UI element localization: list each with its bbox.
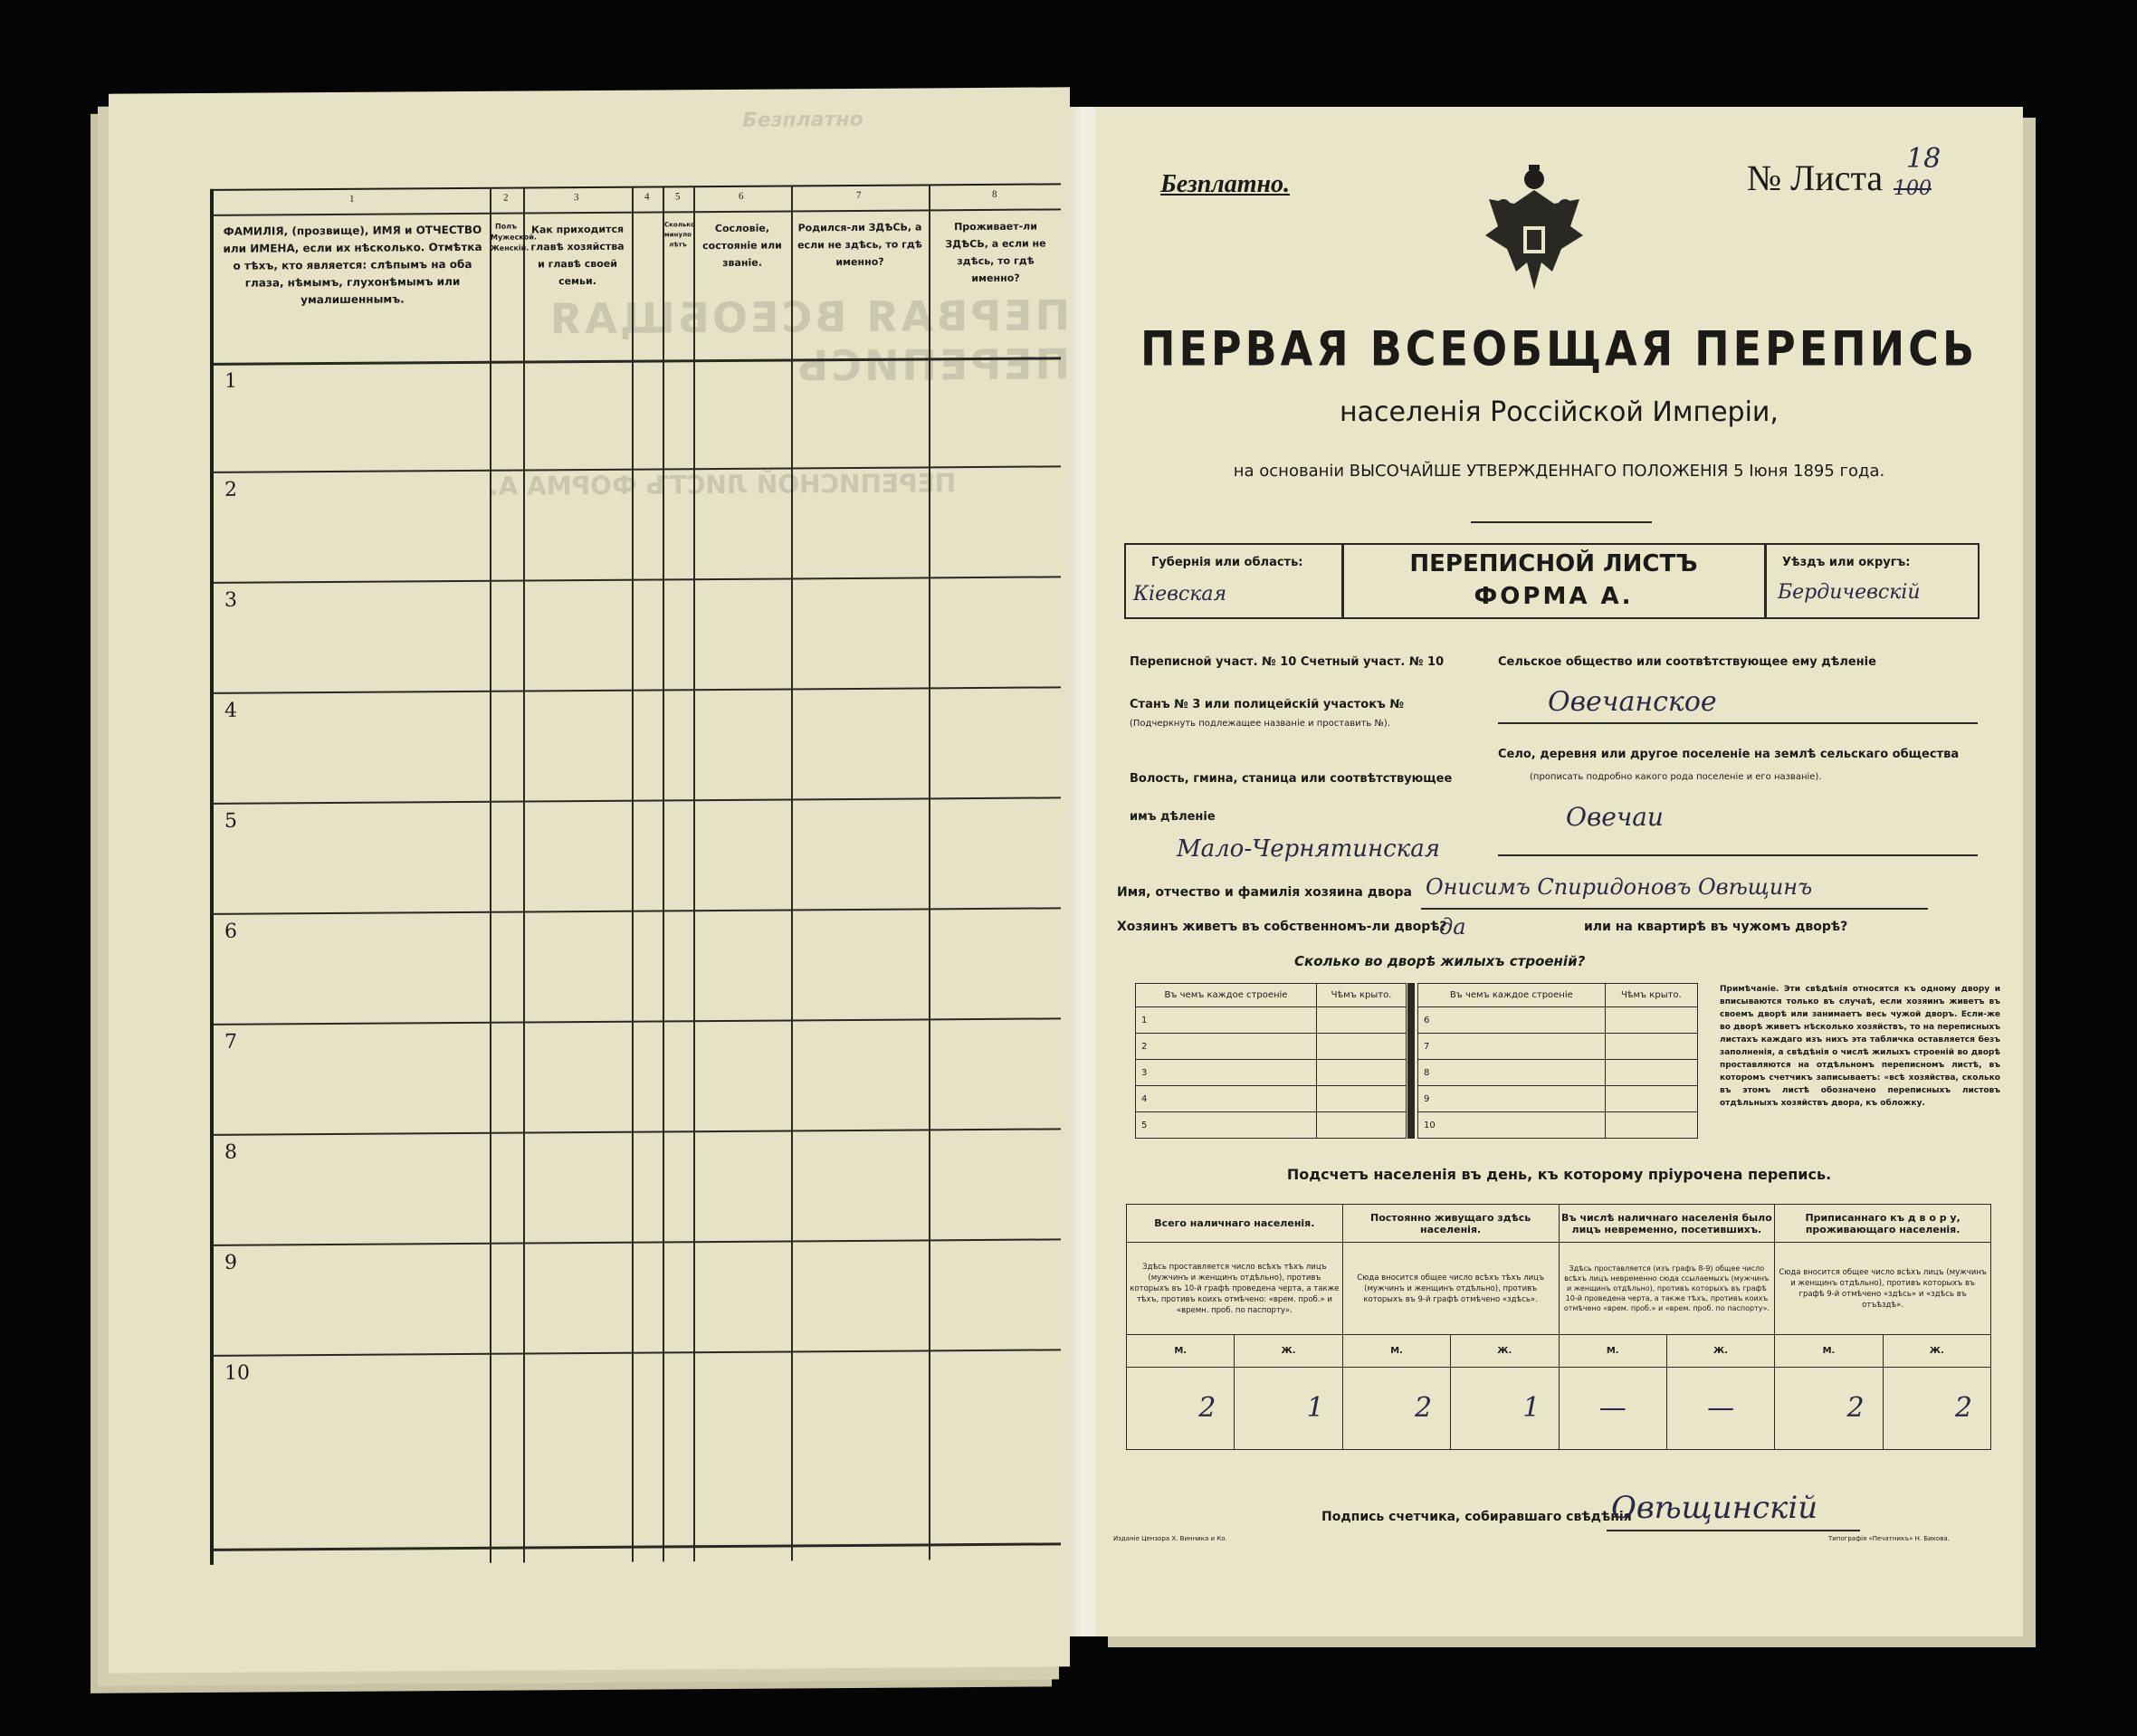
owner-line <box>1421 908 1928 910</box>
left-page <box>109 87 1070 1673</box>
buildings-row: 7 <box>1418 1034 1606 1060</box>
sex-label: М. <box>1342 1334 1450 1367</box>
row-number: 6 <box>224 920 237 943</box>
count-value: — <box>1666 1367 1774 1449</box>
census-basis: на основаніи ВЫСОЧАЙШЕ УТВЕРЖДЕННАГО ПОЛОЖЕНІЯ 5 Іюня 1895 года. <box>1233 462 1885 481</box>
sheet-number-value: 18 <box>1906 143 1941 175</box>
count-heading: Подсчетъ населенія въ день, къ которому пріурочена перепись. <box>1286 1166 1832 1183</box>
sex-label: Ж. <box>1666 1334 1774 1367</box>
population-count-table <box>1126 1204 1991 1450</box>
row-number: 4 <box>224 699 237 722</box>
selo-line <box>1498 854 1978 856</box>
column-number: 8 <box>992 188 997 200</box>
buildings-row: 8 <box>1418 1060 1606 1086</box>
uchastok-label: Переписной участ. № 10 Счетный участ. № 10 <box>1130 655 1445 669</box>
volost-label: Волость, гмина, станица или соотвѣтствующее имъ дѣленіе <box>1130 772 1453 824</box>
count-value: 1 <box>1451 1367 1559 1449</box>
free-label: Безплатно. <box>1160 170 1291 198</box>
buildings-col-roof: Чѣмъ крыто. <box>1605 984 1697 1007</box>
selo-label: Село, деревня или другое поселеніе на землѣ сельскаго общества <box>1498 748 1960 761</box>
count-desc: Сюда вносится общее число всѣхъ лицъ (мужчинъ и женщинъ отдѣльно), противъ которыхъ въ графѣ 9-й отмѣчено «здѣсь» и «здѣсь въ отъѣздѣ». <box>1775 1243 1991 1334</box>
sex-label: М. <box>1775 1334 1883 1367</box>
form-header-box <box>1124 543 1980 619</box>
buildings-row: 4 <box>1136 1086 1317 1112</box>
stan-note: (Подчеркнуть подлежащее названіе и проставить №). <box>1130 719 1390 729</box>
column-header-name: ФАМИЛІЯ, (прозвище), ИМЯ и ОТЧЕСТВО или ИМЕНА, если их нѣсколько. Отмѣтка о тѣхъ, кто является: слѣпымъ на оба глаза, нѣмымъ, глухонѣмымъ или умалишеннымъ. <box>223 223 482 307</box>
owner-value: Онисимъ Спиридоновъ Овѣщинъ <box>1426 874 1813 900</box>
signature-label: Подпись счетчика, собиравшаго свѣдѣнія <box>1321 1510 1632 1524</box>
bleed-through-subtitle: ПЕРЕПИСНОЙ ЛИСТЪ ФОРМА А. <box>489 468 957 501</box>
buildings-note: Примѣчаніе. Эти свѣдѣнія относятся къ одному двору и вписываются только въ случаѣ, если хозяинъ живетъ въ своемъ дворѣ или занимаетъ весь чужой дворъ. Если-же во дворѣ живетъ нѣсколько хозяйствъ, то на переписныхъ листахъ каждаго изъ нихъ эта табличка оставляется безъ заполненія, а свѣдѣнія о числѣ жилыхъ строеній во дворѣ проставляются на отдѣльномъ переписномъ листѣ, въ которомъ счетчикъ записываетъ: «всѣ хозяйства, сколько въ этомъ листѣ обозначено переписныхъ листовъ отдѣльныхъ хозяйствъ двора, къ обложку. <box>1720 985 2000 1108</box>
census-title: ПЕРВАЯ ВСЕОБЩАЯ ПЕРЕПИСЬ <box>1140 320 1979 377</box>
selskoe-value: Овечанское <box>1548 686 1717 718</box>
selo-note: (прописать подробно какого рода поселеніе и его названіе). <box>1530 772 1822 782</box>
uezd-value: Бердичевскій <box>1778 581 1921 604</box>
volost-value: Мало-Чернятинская <box>1177 835 1440 863</box>
buildings-row: 5 <box>1136 1112 1317 1139</box>
selskoe-label: Сельское общество или соотвѣтствующее ему дѣленіе <box>1498 655 1876 669</box>
buildings-row: 9 <box>1418 1086 1606 1112</box>
owner-label: Имя, отчество и фамилія хозяина двора <box>1117 885 1412 900</box>
row-number: 9 <box>224 1251 237 1274</box>
sex-label: Ж. <box>1235 1334 1342 1367</box>
form-subtitle: ФОРМА А. <box>1474 583 1634 610</box>
uezd-label: Уѣздъ или округъ: <box>1782 556 1911 569</box>
count-value: 2 <box>1883 1367 1990 1449</box>
column-number: 7 <box>856 189 862 201</box>
left-corner-stamp: Безплатно <box>742 108 863 132</box>
column-number: 1 <box>349 193 355 205</box>
signature-value: Овѣщинскій <box>1611 1490 1818 1526</box>
census-subtitle: населенія Россійской Имперіи, <box>1340 396 1779 428</box>
buildings-row: 6 <box>1418 1007 1606 1034</box>
sheet-number-label: № Листа <box>1747 157 1884 198</box>
footer-right: Типографія «Печатникъ» Н. Бикова. <box>1828 1535 1950 1542</box>
row-number: 2 <box>224 478 237 501</box>
column-number: 2 <box>503 192 509 204</box>
column-number: 3 <box>574 192 579 204</box>
sex-label: Ж. <box>1883 1334 1990 1367</box>
column-header-relation: Как приходится главѣ хозяйства и главѣ своей семьи. <box>530 223 625 288</box>
footer-left: Изданіе Цензора Х. Винника и Ко. <box>1113 1535 1227 1542</box>
signature-line <box>1607 1530 1860 1531</box>
count-value: 2 <box>1127 1367 1235 1449</box>
sex-label: М. <box>1127 1334 1235 1367</box>
row-number: 5 <box>224 809 237 833</box>
row-number: 1 <box>224 369 237 393</box>
count-desc: Здѣсь проставляется число всѣхъ тѣхъ лицъ (мужчинъ и женщинъ отдѣльно), противъ которыхъ въ 10-й графѣ проведена черта, а также тѣхъ, противъ коихъ отмѣчено: «врем. проб.» и «времн. проб. по паспорту». <box>1127 1243 1343 1334</box>
column-header-residence: Проживает-ли ЗДѢСЬ, а если не здѣсь, то гдѣ именно? <box>945 220 1046 285</box>
count-value: 2 <box>1342 1367 1450 1449</box>
count-value: 2 <box>1775 1367 1883 1449</box>
sex-label: М. <box>1559 1334 1666 1367</box>
buildings-row: 10 <box>1418 1112 1606 1139</box>
gubernia-label: Губернія или область: <box>1151 556 1303 569</box>
rent-label: или на квартирѣ въ чужомъ дворѣ? <box>1584 920 1848 934</box>
column-number: 6 <box>739 190 744 202</box>
sex-label: Ж. <box>1451 1334 1559 1367</box>
double-headed-eagle-emblem <box>1480 163 1588 308</box>
buildings-col-type: Въ чемъ каждое строеніе <box>1418 984 1606 1007</box>
count-desc: Здѣсь проставляется (изъ графъ 8-9) общее число всѣхъ лицъ невременно сюда ссылаемыхъ (мужчинъ и женщинъ отдѣльно), противъ которыхъ въ графѣ 10-й проведена черта, а также тѣхъ, противъ коихъ отмѣчено «врем. проб.» и «врем. проб. по паспорту». <box>1559 1243 1775 1334</box>
column-header-estate: Сословіе, состояніе или званіе. <box>702 222 782 269</box>
buildings-table-right <box>1417 983 1698 1139</box>
column-number: 4 <box>644 191 650 203</box>
sheet-number-struck: 100 <box>1894 177 1932 200</box>
form-title: ПЕРЕПИСНОЙ ЛИСТЪ <box>1409 550 1698 577</box>
bleed-through-title: ПЕРВАЯ ВСЕОБЩАЯ ПЕРЕПИСЬ <box>547 291 1070 391</box>
buildings-heading: Сколько во дворѣ жилыхъ строеній? <box>1294 953 1586 969</box>
count-col-permanent: Постоянно живущаго здѣсь населенія. <box>1342 1205 1559 1243</box>
row-number: 8 <box>224 1140 237 1164</box>
count-value: — <box>1559 1367 1666 1449</box>
buildings-row: 3 <box>1136 1060 1317 1086</box>
selskoe-line <box>1498 722 1978 724</box>
count-col-registered: Приписаннаго къ д в о р у, проживающаго населенія. <box>1775 1205 1991 1243</box>
stan-label: Станъ № 3 или полицейскій участокъ № <box>1130 698 1404 711</box>
count-col-total: Всего наличнаго населенія. <box>1127 1205 1343 1243</box>
own-house-value: да <box>1439 914 1466 940</box>
count-value: 1 <box>1235 1367 1342 1449</box>
row-number: 3 <box>224 588 237 612</box>
count-desc: Сюда вносится общее число всѣхъ тѣхъ лицъ (мужчинъ и женщинъ отдѣльно), противъ которыхъ въ 9-й графѣ отмѣчено «здѣсь». <box>1342 1243 1559 1334</box>
buildings-divider <box>1407 983 1415 1139</box>
buildings-col-type: Въ чемъ каждое строеніе <box>1136 984 1317 1007</box>
own-house-label: Хозяинъ живетъ въ собственномъ-ли дворѣ? <box>1117 920 1447 934</box>
buildings-row: 2 <box>1136 1034 1317 1060</box>
row-number: 7 <box>224 1030 237 1054</box>
gubernia-value: Кіевская <box>1133 583 1227 606</box>
column-number: 5 <box>675 191 681 203</box>
right-page <box>1095 107 2023 1636</box>
buildings-row: 1 <box>1136 1007 1317 1034</box>
column-header-age: Сколько минуло лѣтъ <box>664 221 695 249</box>
buildings-col-roof: Чѣмъ крыто. <box>1316 984 1406 1007</box>
selo-value: Овечаи <box>1566 802 1664 832</box>
column-header-sex: Полъ Мужеской. Женскій. <box>491 222 537 253</box>
census-household-table <box>210 183 1061 1565</box>
buildings-table-left <box>1135 983 1407 1139</box>
column-header-birthplace: Родился-ли ЗДѢСЬ, а если не здѣсь, то гдѣ именно? <box>797 221 922 269</box>
title-divider <box>1471 521 1652 523</box>
row-number: 10 <box>224 1361 250 1385</box>
count-col-temporary: Въ числѣ наличнаго населенія было лицъ невременно, посетившихъ. <box>1559 1205 1775 1243</box>
